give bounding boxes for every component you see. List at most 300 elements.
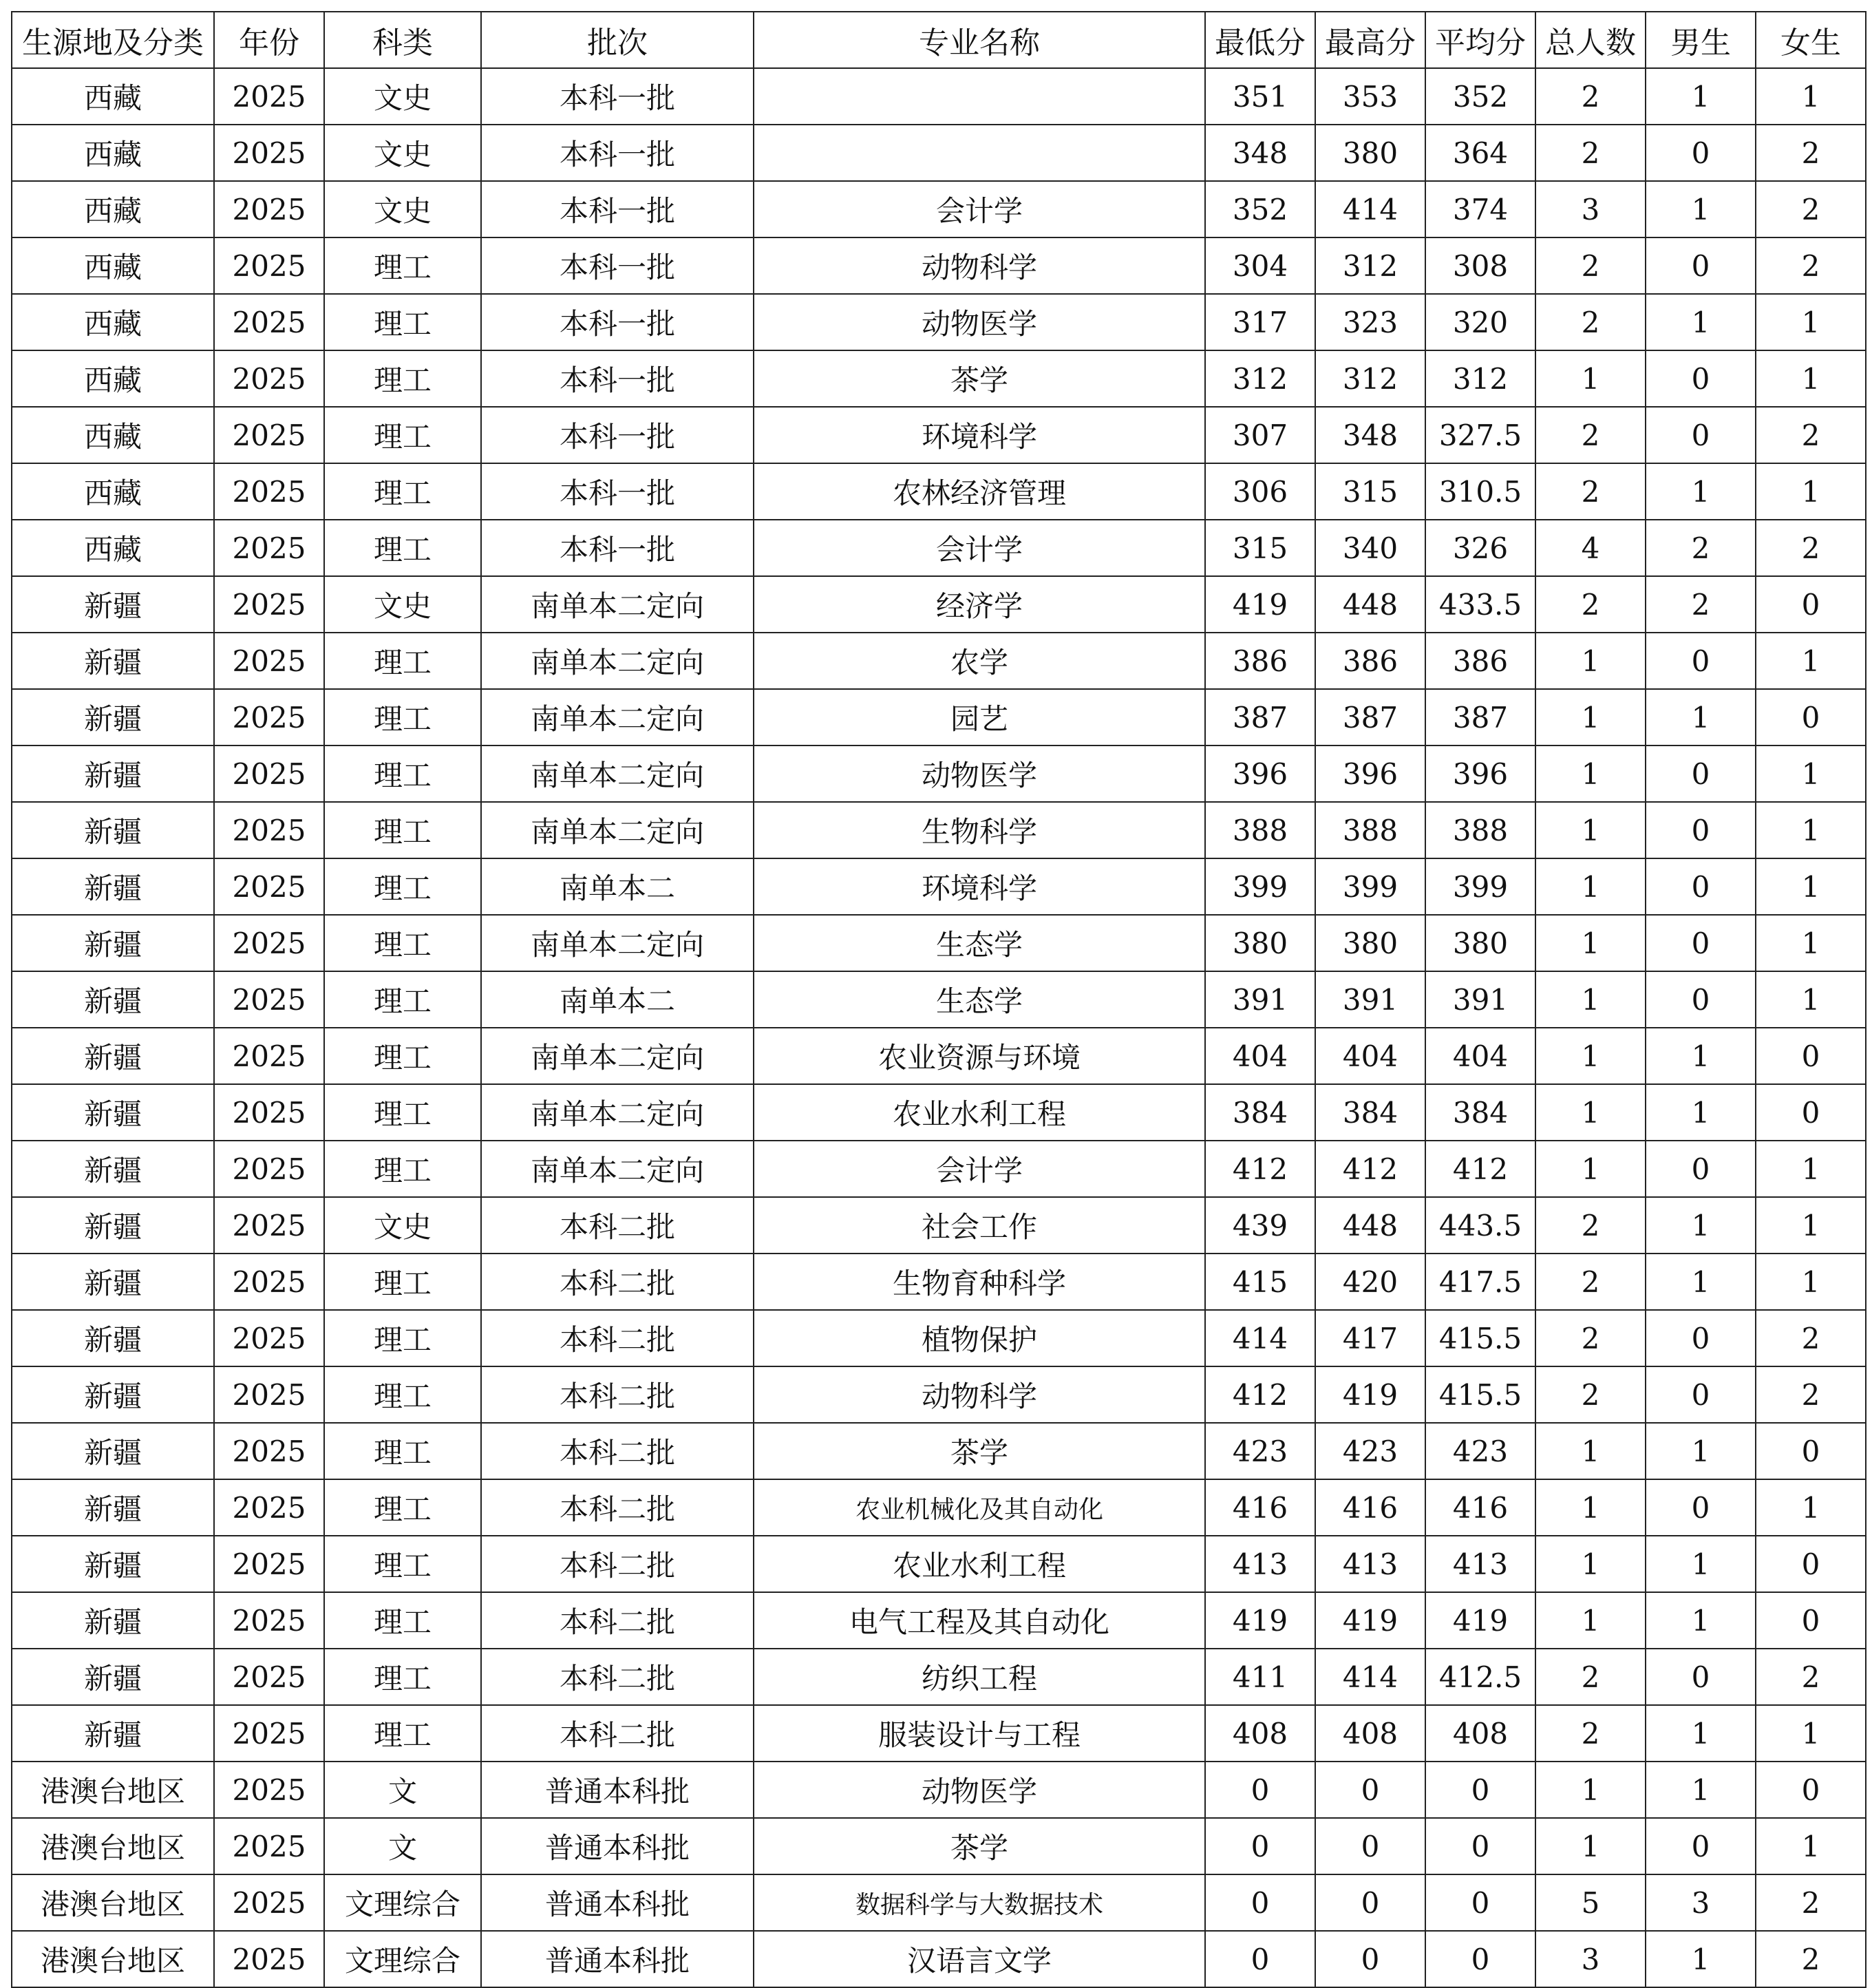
cell-male: 0 bbox=[1646, 1310, 1756, 1366]
cell-origin: 西藏 bbox=[12, 463, 214, 520]
cell-total: 2 bbox=[1535, 237, 1646, 294]
cell-major: 园艺 bbox=[754, 689, 1205, 746]
cell-major: 环境科学 bbox=[754, 858, 1205, 915]
cell-max-score: 399 bbox=[1315, 858, 1425, 915]
cell-min-score: 306 bbox=[1205, 463, 1315, 520]
cell-major: 会计学 bbox=[754, 181, 1205, 237]
table-row bbox=[12, 1028, 1866, 1084]
col-header-female: 女生 bbox=[1756, 12, 1866, 68]
cell-batch: 本科一批 bbox=[481, 520, 754, 576]
cell-major: 会计学 bbox=[754, 1141, 1205, 1197]
cell-total: 2 bbox=[1535, 1310, 1646, 1366]
cell-origin: 新疆 bbox=[12, 746, 214, 802]
cell-max-score: 396 bbox=[1315, 746, 1425, 802]
cell-max-score: 423 bbox=[1315, 1423, 1425, 1479]
cell-avg-score: 412 bbox=[1425, 1141, 1535, 1197]
cell-total: 1 bbox=[1535, 1141, 1646, 1197]
cell-batch: 普通本科批 bbox=[481, 1874, 754, 1931]
cell-avg-score: 352 bbox=[1425, 68, 1535, 125]
cell-max-score: 391 bbox=[1315, 971, 1425, 1028]
table-row bbox=[12, 407, 1866, 463]
cell-min-score: 399 bbox=[1205, 858, 1315, 915]
table-row bbox=[12, 576, 1866, 633]
cell-batch: 本科一批 bbox=[481, 294, 754, 350]
cell-total: 1 bbox=[1535, 1592, 1646, 1649]
col-header-origin: 生源地及分类 bbox=[12, 12, 214, 68]
cell-male: 3 bbox=[1646, 1874, 1756, 1931]
cell-major: 服装设计与工程 bbox=[754, 1705, 1205, 1762]
cell-major: 植物保护 bbox=[754, 1310, 1205, 1366]
cell-origin: 新疆 bbox=[12, 915, 214, 971]
cell-subject: 理工 bbox=[324, 802, 481, 858]
cell-total: 2 bbox=[1535, 1254, 1646, 1310]
cell-year: 2025 bbox=[214, 463, 324, 520]
cell-major: 农业机械化及其自动化 bbox=[754, 1479, 1205, 1536]
cell-batch: 本科一批 bbox=[481, 407, 754, 463]
cell-batch: 普通本科批 bbox=[481, 1762, 754, 1818]
cell-year: 2025 bbox=[214, 1649, 324, 1705]
cell-batch: 南单本二定向 bbox=[481, 915, 754, 971]
header-row bbox=[12, 12, 1866, 68]
cell-subject: 理工 bbox=[324, 1705, 481, 1762]
cell-min-score: 415 bbox=[1205, 1254, 1315, 1310]
cell-avg-score: 312 bbox=[1425, 350, 1535, 407]
cell-male: 1 bbox=[1646, 68, 1756, 125]
cell-min-score: 0 bbox=[1205, 1762, 1315, 1818]
table-row bbox=[12, 350, 1866, 407]
cell-origin: 新疆 bbox=[12, 1423, 214, 1479]
cell-origin: 西藏 bbox=[12, 125, 214, 181]
cell-origin: 西藏 bbox=[12, 68, 214, 125]
cell-max-score: 0 bbox=[1315, 1874, 1425, 1931]
cell-year: 2025 bbox=[214, 802, 324, 858]
cell-year: 2025 bbox=[214, 1310, 324, 1366]
cell-max-score: 340 bbox=[1315, 520, 1425, 576]
cell-subject: 文史 bbox=[324, 181, 481, 237]
cell-year: 2025 bbox=[214, 1423, 324, 1479]
cell-total: 1 bbox=[1535, 1423, 1646, 1479]
admission-scores-table bbox=[11, 11, 1866, 1988]
cell-total: 2 bbox=[1535, 294, 1646, 350]
cell-year: 2025 bbox=[214, 407, 324, 463]
cell-major: 生物科学 bbox=[754, 802, 1205, 858]
cell-origin: 新疆 bbox=[12, 1592, 214, 1649]
cell-batch: 本科二批 bbox=[481, 1423, 754, 1479]
cell-male: 1 bbox=[1646, 1197, 1756, 1254]
table-row bbox=[12, 1536, 1866, 1592]
table-row bbox=[12, 1479, 1866, 1536]
cell-male: 1 bbox=[1646, 1254, 1756, 1310]
cell-avg-score: 413 bbox=[1425, 1536, 1535, 1592]
cell-min-score: 0 bbox=[1205, 1818, 1315, 1874]
cell-batch: 本科一批 bbox=[481, 125, 754, 181]
cell-max-score: 0 bbox=[1315, 1762, 1425, 1818]
cell-avg-score: 443.5 bbox=[1425, 1197, 1535, 1254]
cell-min-score: 312 bbox=[1205, 350, 1315, 407]
col-header-total: 总人数 bbox=[1535, 12, 1646, 68]
cell-avg-score: 408 bbox=[1425, 1705, 1535, 1762]
cell-min-score: 413 bbox=[1205, 1536, 1315, 1592]
cell-male: 0 bbox=[1646, 350, 1756, 407]
cell-subject: 理工 bbox=[324, 971, 481, 1028]
cell-male: 2 bbox=[1646, 576, 1756, 633]
cell-subject: 理工 bbox=[324, 1310, 481, 1366]
table-row bbox=[12, 125, 1866, 181]
cell-female: 2 bbox=[1756, 125, 1866, 181]
cell-batch: 南单本二定向 bbox=[481, 746, 754, 802]
cell-batch: 本科二批 bbox=[481, 1705, 754, 1762]
cell-batch: 本科一批 bbox=[481, 181, 754, 237]
cell-batch: 本科二批 bbox=[481, 1197, 754, 1254]
cell-min-score: 317 bbox=[1205, 294, 1315, 350]
cell-min-score: 352 bbox=[1205, 181, 1315, 237]
col-header-max-score: 最高分 bbox=[1315, 12, 1425, 68]
table-row bbox=[12, 520, 1866, 576]
cell-female: 1 bbox=[1756, 1479, 1866, 1536]
cell-origin: 新疆 bbox=[12, 1141, 214, 1197]
cell-min-score: 404 bbox=[1205, 1028, 1315, 1084]
cell-batch: 本科一批 bbox=[481, 350, 754, 407]
table-row bbox=[12, 915, 1866, 971]
cell-total: 1 bbox=[1535, 1479, 1646, 1536]
cell-subject: 文史 bbox=[324, 1197, 481, 1254]
cell-subject: 理工 bbox=[324, 294, 481, 350]
cell-major: 生态学 bbox=[754, 971, 1205, 1028]
cell-year: 2025 bbox=[214, 915, 324, 971]
cell-min-score: 412 bbox=[1205, 1366, 1315, 1423]
cell-avg-score: 387 bbox=[1425, 689, 1535, 746]
cell-origin: 西藏 bbox=[12, 181, 214, 237]
cell-origin: 西藏 bbox=[12, 520, 214, 576]
cell-avg-score: 386 bbox=[1425, 633, 1535, 689]
col-header-avg-score: 平均分 bbox=[1425, 12, 1535, 68]
cell-female: 0 bbox=[1756, 576, 1866, 633]
cell-total: 2 bbox=[1535, 1649, 1646, 1705]
cell-female: 2 bbox=[1756, 1366, 1866, 1423]
cell-min-score: 412 bbox=[1205, 1141, 1315, 1197]
cell-avg-score: 396 bbox=[1425, 746, 1535, 802]
cell-batch: 南单本二定向 bbox=[481, 802, 754, 858]
table-row bbox=[12, 181, 1866, 237]
cell-batch: 本科二批 bbox=[481, 1254, 754, 1310]
cell-origin: 西藏 bbox=[12, 237, 214, 294]
cell-year: 2025 bbox=[214, 1254, 324, 1310]
cell-avg-score: 391 bbox=[1425, 971, 1535, 1028]
cell-max-score: 0 bbox=[1315, 1931, 1425, 1987]
cell-male: 0 bbox=[1646, 915, 1756, 971]
col-header-batch: 批次 bbox=[481, 12, 754, 68]
cell-avg-score: 415.5 bbox=[1425, 1366, 1535, 1423]
cell-min-score: 304 bbox=[1205, 237, 1315, 294]
cell-max-score: 312 bbox=[1315, 350, 1425, 407]
table-row bbox=[12, 1254, 1866, 1310]
cell-min-score: 396 bbox=[1205, 746, 1315, 802]
cell-avg-score: 419 bbox=[1425, 1592, 1535, 1649]
cell-batch: 南单本二 bbox=[481, 858, 754, 915]
cell-max-score: 388 bbox=[1315, 802, 1425, 858]
cell-min-score: 384 bbox=[1205, 1084, 1315, 1141]
cell-year: 2025 bbox=[214, 237, 324, 294]
cell-avg-score: 0 bbox=[1425, 1818, 1535, 1874]
cell-batch: 本科一批 bbox=[481, 68, 754, 125]
cell-total: 3 bbox=[1535, 1931, 1646, 1987]
cell-batch: 普通本科批 bbox=[481, 1931, 754, 1987]
cell-min-score: 351 bbox=[1205, 68, 1315, 125]
col-header-year: 年份 bbox=[214, 12, 324, 68]
table-row bbox=[12, 1705, 1866, 1762]
cell-origin: 西藏 bbox=[12, 350, 214, 407]
cell-max-score: 348 bbox=[1315, 407, 1425, 463]
table-body bbox=[12, 68, 1866, 1987]
cell-min-score: 348 bbox=[1205, 125, 1315, 181]
cell-major: 农业水利工程 bbox=[754, 1084, 1205, 1141]
cell-year: 2025 bbox=[214, 1197, 324, 1254]
cell-year: 2025 bbox=[214, 858, 324, 915]
cell-min-score: 380 bbox=[1205, 915, 1315, 971]
cell-male: 0 bbox=[1646, 746, 1756, 802]
cell-subject: 文史 bbox=[324, 68, 481, 125]
cell-subject: 理工 bbox=[324, 350, 481, 407]
cell-min-score: 414 bbox=[1205, 1310, 1315, 1366]
table-row bbox=[12, 689, 1866, 746]
cell-total: 4 bbox=[1535, 520, 1646, 576]
cell-subject: 理工 bbox=[324, 689, 481, 746]
cell-major: 汉语言文学 bbox=[754, 1931, 1205, 1987]
cell-female: 0 bbox=[1756, 689, 1866, 746]
cell-total: 1 bbox=[1535, 633, 1646, 689]
cell-male: 0 bbox=[1646, 971, 1756, 1028]
cell-subject: 文理综合 bbox=[324, 1931, 481, 1987]
cell-origin: 新疆 bbox=[12, 1479, 214, 1536]
cell-total: 2 bbox=[1535, 1705, 1646, 1762]
cell-avg-score: 0 bbox=[1425, 1931, 1535, 1987]
cell-female: 1 bbox=[1756, 463, 1866, 520]
cell-female: 1 bbox=[1756, 1818, 1866, 1874]
cell-male: 1 bbox=[1646, 1028, 1756, 1084]
cell-subject: 理工 bbox=[324, 1366, 481, 1423]
cell-major: 生态学 bbox=[754, 915, 1205, 971]
cell-max-score: 315 bbox=[1315, 463, 1425, 520]
table-row bbox=[12, 1197, 1866, 1254]
cell-max-score: 408 bbox=[1315, 1705, 1425, 1762]
cell-max-score: 312 bbox=[1315, 237, 1425, 294]
cell-year: 2025 bbox=[214, 520, 324, 576]
cell-subject: 理工 bbox=[324, 1084, 481, 1141]
cell-subject: 理工 bbox=[324, 1254, 481, 1310]
cell-major: 茶学 bbox=[754, 350, 1205, 407]
cell-total: 1 bbox=[1535, 802, 1646, 858]
cell-min-score: 419 bbox=[1205, 576, 1315, 633]
cell-origin: 新疆 bbox=[12, 1649, 214, 1705]
cell-avg-score: 388 bbox=[1425, 802, 1535, 858]
cell-male: 0 bbox=[1646, 1479, 1756, 1536]
cell-male: 0 bbox=[1646, 802, 1756, 858]
cell-female: 2 bbox=[1756, 237, 1866, 294]
cell-origin: 新疆 bbox=[12, 858, 214, 915]
cell-total: 1 bbox=[1535, 1084, 1646, 1141]
cell-batch: 南单本二定向 bbox=[481, 633, 754, 689]
cell-male: 1 bbox=[1646, 294, 1756, 350]
cell-batch: 本科二批 bbox=[481, 1536, 754, 1592]
cell-total: 1 bbox=[1535, 1536, 1646, 1592]
table-row bbox=[12, 746, 1866, 802]
cell-subject: 理工 bbox=[324, 1423, 481, 1479]
cell-total: 1 bbox=[1535, 915, 1646, 971]
cell-major: 经济学 bbox=[754, 576, 1205, 633]
cell-batch: 本科二批 bbox=[481, 1592, 754, 1649]
cell-subject: 理工 bbox=[324, 746, 481, 802]
cell-major: 农林经济管理 bbox=[754, 463, 1205, 520]
cell-male: 0 bbox=[1646, 1366, 1756, 1423]
cell-origin: 西藏 bbox=[12, 407, 214, 463]
table-row bbox=[12, 633, 1866, 689]
cell-origin: 新疆 bbox=[12, 1366, 214, 1423]
cell-year: 2025 bbox=[214, 1366, 324, 1423]
cell-year: 2025 bbox=[214, 1479, 324, 1536]
cell-major: 动物医学 bbox=[754, 294, 1205, 350]
cell-female: 0 bbox=[1756, 1592, 1866, 1649]
cell-female: 1 bbox=[1756, 1141, 1866, 1197]
cell-female: 0 bbox=[1756, 1536, 1866, 1592]
cell-year: 2025 bbox=[214, 633, 324, 689]
cell-major: 茶学 bbox=[754, 1423, 1205, 1479]
cell-total: 2 bbox=[1535, 576, 1646, 633]
cell-batch: 南单本二定向 bbox=[481, 689, 754, 746]
table-row bbox=[12, 1762, 1866, 1818]
cell-female: 0 bbox=[1756, 1762, 1866, 1818]
table-row bbox=[12, 802, 1866, 858]
cell-avg-score: 327.5 bbox=[1425, 407, 1535, 463]
cell-male: 1 bbox=[1646, 1931, 1756, 1987]
cell-year: 2025 bbox=[214, 1705, 324, 1762]
cell-max-score: 380 bbox=[1315, 915, 1425, 971]
cell-min-score: 315 bbox=[1205, 520, 1315, 576]
cell-origin: 新疆 bbox=[12, 802, 214, 858]
cell-min-score: 439 bbox=[1205, 1197, 1315, 1254]
cell-origin: 港澳台地区 bbox=[12, 1874, 214, 1931]
cell-batch: 本科二批 bbox=[481, 1310, 754, 1366]
cell-max-score: 384 bbox=[1315, 1084, 1425, 1141]
cell-male: 0 bbox=[1646, 237, 1756, 294]
table-row bbox=[12, 1818, 1866, 1874]
cell-origin: 港澳台地区 bbox=[12, 1818, 214, 1874]
cell-female: 1 bbox=[1756, 1254, 1866, 1310]
cell-avg-score: 399 bbox=[1425, 858, 1535, 915]
cell-major: 动物医学 bbox=[754, 1762, 1205, 1818]
cell-max-score: 448 bbox=[1315, 576, 1425, 633]
cell-batch: 本科二批 bbox=[481, 1479, 754, 1536]
cell-max-score: 386 bbox=[1315, 633, 1425, 689]
cell-female: 2 bbox=[1756, 1874, 1866, 1931]
cell-subject: 理工 bbox=[324, 463, 481, 520]
cell-male: 1 bbox=[1646, 1423, 1756, 1479]
table-row bbox=[12, 463, 1866, 520]
cell-batch: 本科二批 bbox=[481, 1649, 754, 1705]
cell-male: 0 bbox=[1646, 858, 1756, 915]
cell-total: 5 bbox=[1535, 1874, 1646, 1931]
cell-max-score: 414 bbox=[1315, 181, 1425, 237]
cell-origin: 新疆 bbox=[12, 1536, 214, 1592]
cell-subject: 理工 bbox=[324, 237, 481, 294]
cell-female: 1 bbox=[1756, 1197, 1866, 1254]
cell-female: 2 bbox=[1756, 1649, 1866, 1705]
cell-avg-score: 0 bbox=[1425, 1874, 1535, 1931]
cell-subject: 文 bbox=[324, 1818, 481, 1874]
cell-batch: 南单本二定向 bbox=[481, 576, 754, 633]
table-row bbox=[12, 294, 1866, 350]
cell-avg-score: 412.5 bbox=[1425, 1649, 1535, 1705]
cell-major: 农业资源与环境 bbox=[754, 1028, 1205, 1084]
cell-total: 1 bbox=[1535, 746, 1646, 802]
cell-max-score: 323 bbox=[1315, 294, 1425, 350]
cell-female: 1 bbox=[1756, 858, 1866, 915]
cell-female: 1 bbox=[1756, 350, 1866, 407]
cell-female: 1 bbox=[1756, 971, 1866, 1028]
cell-total: 1 bbox=[1535, 1818, 1646, 1874]
cell-major: 农业水利工程 bbox=[754, 1536, 1205, 1592]
cell-max-score: 353 bbox=[1315, 68, 1425, 125]
cell-max-score: 417 bbox=[1315, 1310, 1425, 1366]
cell-subject: 理工 bbox=[324, 633, 481, 689]
cell-year: 2025 bbox=[214, 1818, 324, 1874]
cell-subject: 理工 bbox=[324, 407, 481, 463]
cell-male: 1 bbox=[1646, 1084, 1756, 1141]
cell-avg-score: 404 bbox=[1425, 1028, 1535, 1084]
cell-total: 1 bbox=[1535, 971, 1646, 1028]
cell-major: 社会工作 bbox=[754, 1197, 1205, 1254]
cell-total: 1 bbox=[1535, 350, 1646, 407]
cell-year: 2025 bbox=[214, 181, 324, 237]
cell-batch: 南单本二定向 bbox=[481, 1141, 754, 1197]
cell-avg-score: 416 bbox=[1425, 1479, 1535, 1536]
col-header-male: 男生 bbox=[1646, 12, 1756, 68]
cell-max-score: 413 bbox=[1315, 1536, 1425, 1592]
cell-year: 2025 bbox=[214, 971, 324, 1028]
cell-subject: 理工 bbox=[324, 1141, 481, 1197]
cell-major bbox=[754, 125, 1205, 181]
cell-male: 1 bbox=[1646, 1705, 1756, 1762]
cell-female: 1 bbox=[1756, 633, 1866, 689]
col-header-major: 专业名称 bbox=[754, 12, 1205, 68]
cell-female: 1 bbox=[1756, 802, 1866, 858]
cell-min-score: 387 bbox=[1205, 689, 1315, 746]
cell-avg-score: 320 bbox=[1425, 294, 1535, 350]
cell-major: 动物医学 bbox=[754, 746, 1205, 802]
cell-subject: 理工 bbox=[324, 858, 481, 915]
cell-min-score: 307 bbox=[1205, 407, 1315, 463]
cell-max-score: 404 bbox=[1315, 1028, 1425, 1084]
cell-subject: 理工 bbox=[324, 915, 481, 971]
cell-female: 1 bbox=[1756, 68, 1866, 125]
cell-year: 2025 bbox=[214, 746, 324, 802]
cell-avg-score: 417.5 bbox=[1425, 1254, 1535, 1310]
cell-male: 0 bbox=[1646, 633, 1756, 689]
cell-batch: 普通本科批 bbox=[481, 1818, 754, 1874]
cell-year: 2025 bbox=[214, 294, 324, 350]
cell-avg-score: 374 bbox=[1425, 181, 1535, 237]
cell-major: 环境科学 bbox=[754, 407, 1205, 463]
cell-year: 2025 bbox=[214, 1084, 324, 1141]
cell-female: 1 bbox=[1756, 915, 1866, 971]
cell-male: 1 bbox=[1646, 1762, 1756, 1818]
cell-male: 0 bbox=[1646, 1818, 1756, 1874]
cell-major: 农学 bbox=[754, 633, 1205, 689]
cell-total: 2 bbox=[1535, 1197, 1646, 1254]
table-row bbox=[12, 1084, 1866, 1141]
cell-avg-score: 364 bbox=[1425, 125, 1535, 181]
cell-min-score: 411 bbox=[1205, 1649, 1315, 1705]
cell-female: 1 bbox=[1756, 746, 1866, 802]
